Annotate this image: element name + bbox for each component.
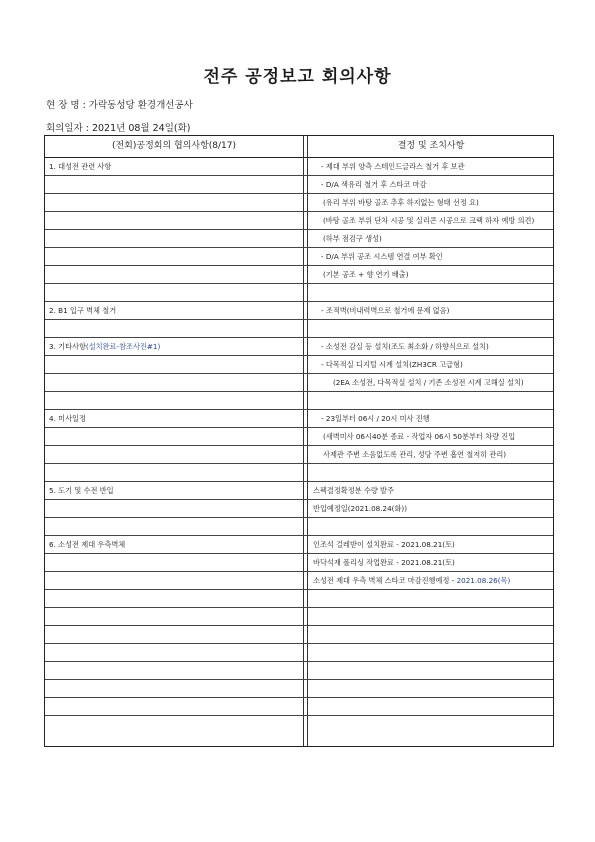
table-row: [45, 194, 553, 212]
row-item: [49, 608, 301, 625]
table-row: [45, 680, 553, 698]
row-decision-text: (바탕 골조 부위 단차 시공 및 실리콘 시공으로 크랙 하자 예방 의견): [323, 216, 535, 225]
row-item: [49, 428, 301, 445]
row-decision: [313, 608, 549, 625]
table-row: [45, 302, 553, 320]
row-item: [49, 662, 301, 679]
table-row: [45, 446, 553, 464]
row-decision-text: - 소성전 감실 등 설치(조도 최소화 / 하향식으로 설치): [321, 342, 489, 351]
row-decision: [323, 428, 549, 445]
row-item: [49, 554, 301, 571]
site-name: 현 장 명 : 가락동성당 환경개선공사: [46, 100, 193, 111]
row-decision: [313, 662, 549, 679]
row-decision-text: - D/A 색유리 철거 후 스타코 마감: [321, 180, 427, 189]
row-item: [49, 500, 301, 517]
row-item: [49, 266, 301, 283]
table-row: [45, 338, 553, 356]
row-item: [49, 230, 301, 247]
row-decision: [313, 320, 549, 337]
table-row: [45, 662, 553, 680]
table-row: [45, 212, 553, 230]
row-decision: [313, 536, 549, 553]
row-decision-text: 반입예정일(2021.08.24(화)): [313, 504, 408, 513]
row-item-text: 4. 미사일정: [49, 414, 86, 423]
row-item-note: (설치완료-참조사진#1): [85, 342, 161, 351]
row-item: [49, 572, 301, 589]
row-decision: [313, 698, 549, 715]
table-row: [45, 356, 553, 374]
row-decision: [321, 248, 549, 265]
table-row: [45, 536, 553, 554]
row-item-text: 3. 기타사항: [49, 342, 86, 351]
row-item: [49, 374, 301, 391]
row-decision-text: 바닥석재 폴리싱 작업완료 - 2021.08.21(토): [313, 558, 455, 567]
row-decision-text: - 23일부터 06시 / 20시 미사 진행: [321, 414, 430, 423]
row-item: [49, 338, 301, 355]
row-decision-text: (기본 공조 + 향 연기 배출): [323, 270, 409, 279]
row-item: [49, 392, 301, 409]
table-row: [45, 572, 553, 590]
row-decision-text: - 조적벽(비내력벽으로 철거에 문제 없음): [321, 306, 450, 315]
table-row: [45, 482, 553, 500]
row-item-text: 6. 소성전 제대 우측벽체: [49, 540, 126, 549]
table-row: [45, 500, 553, 518]
row-decision-text: (2EA 소성전, 다목적실 설치 / 기존 소성전 시계 고해실 설치): [333, 378, 524, 387]
row-decision: [313, 464, 549, 481]
table-row: [45, 374, 553, 392]
row-decision-text: 사제관 주변 소음없도록 관리, 성당 주변 흡연 철저히 관리): [323, 450, 507, 459]
row-item-text: 1. 대성전 관련 사항: [49, 162, 112, 171]
row-item: [49, 320, 301, 337]
row-item: [49, 626, 301, 643]
row-item: [49, 590, 301, 607]
row-item: [49, 284, 301, 301]
row-decision: [313, 554, 549, 571]
row-item: [49, 212, 301, 229]
row-item: [49, 464, 301, 481]
row-decision-text: 인조석 걸레받이 설치완료 - 2021.08.21(토): [313, 540, 455, 549]
row-item: [49, 698, 301, 715]
table-row: [45, 248, 553, 266]
row-decision: [321, 176, 549, 193]
row-item: [49, 410, 301, 427]
row-decision-text: - D/A 부위 공조 시스템 연결 여부 확인: [321, 252, 443, 261]
row-decision: [313, 572, 549, 589]
row-decision: [313, 626, 549, 643]
row-decision: [323, 446, 549, 463]
table-row: [45, 626, 553, 644]
row-decision-text: (유리 부위 바탕 골조 추후 하지없는 형태 선정 요): [323, 198, 479, 207]
row-decision: [313, 716, 549, 733]
row-decision: [321, 302, 549, 319]
table-row: [45, 266, 553, 284]
table-row: [45, 158, 553, 176]
row-decision-text: (하부 점검구 생성): [323, 234, 382, 243]
row-decision: [313, 680, 549, 697]
table-row: [45, 428, 553, 446]
row-decision: [321, 158, 549, 175]
table-row: [45, 698, 553, 716]
row-item: [49, 680, 301, 697]
row-decision: [323, 194, 549, 211]
table-row: [45, 320, 553, 338]
row-decision: [313, 518, 549, 535]
row-item: [49, 536, 301, 553]
row-item: [49, 176, 301, 193]
table-row: [45, 518, 553, 536]
table-row: [45, 554, 553, 572]
row-decision-text: - 다목적실 디지털 시계 설치(ZH3CR 고급형): [321, 360, 463, 369]
row-item: [49, 716, 301, 733]
row-item: [49, 518, 301, 535]
table-row: [45, 716, 553, 734]
row-decision: [313, 392, 549, 409]
row-decision: [323, 212, 549, 229]
table-row: [45, 176, 553, 194]
header-decisions: 결정 및 조치사항: [397, 141, 465, 151]
minutes-table: [44, 135, 554, 747]
row-decision: [321, 356, 549, 373]
row-decision-text: (새벽미사 06시40분 종료 - 작업자 06시 50분부터 차량 진입: [323, 432, 516, 441]
row-decision: [313, 500, 549, 517]
table-row: [45, 464, 553, 482]
row-decision-text: - 제대 부위 양측 스테인드글라스 철거 후 보관: [321, 162, 465, 171]
row-decision: [323, 230, 549, 247]
document-title: 전주 공정보고 회의사항: [203, 67, 392, 87]
row-decision: [313, 644, 549, 661]
row-item: [49, 248, 301, 265]
row-decision: [313, 284, 549, 301]
row-item: [49, 644, 301, 661]
table-row: [45, 392, 553, 410]
row-decision-text: 스펙결정확정분 수량 발주: [313, 486, 394, 495]
row-decision-note: 2021.08.26(목): [456, 576, 511, 585]
row-item: [49, 158, 301, 175]
table-row: [45, 590, 553, 608]
row-decision-text: 소성전 제대 우측 벽체 스타코 마감진행예정 -: [313, 576, 457, 585]
row-item-text: 2. B1 입구 벽체 철거: [49, 306, 117, 315]
table-header: [45, 136, 553, 158]
table-row: [45, 608, 553, 626]
row-item: [49, 482, 301, 499]
row-item: [49, 356, 301, 373]
row-item: [49, 194, 301, 211]
row-item-text: 5. 도기 및 수전 반입: [49, 486, 114, 495]
header-previous-items: (전회)공정회의 협의사항(8/17): [111, 141, 237, 151]
table-row: [45, 644, 553, 662]
table-row: [45, 284, 553, 302]
table-row: [45, 410, 553, 428]
row-decision: [321, 338, 549, 355]
meeting-date: 회의일자 : 2021년 08월 24일(화): [46, 123, 191, 134]
row-decision: [313, 590, 549, 607]
row-decision: [321, 410, 549, 427]
row-item: [49, 446, 301, 463]
table-row: [45, 230, 553, 248]
row-decision: [313, 482, 549, 499]
row-decision: [323, 266, 549, 283]
row-item: [49, 302, 301, 319]
row-decision: [333, 374, 549, 391]
